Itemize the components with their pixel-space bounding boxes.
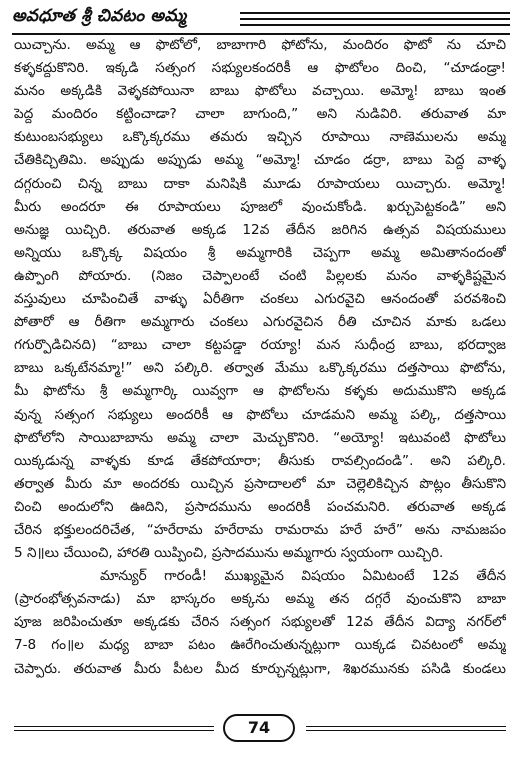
footer-rule <box>14 730 214 731</box>
text-line: తర్వాత మీరు మా అందరకు యిచ్చిన ప్రసాదాలలో మా చెల్లెలికిచ్చిన పొట్లం తీసుకొని <box>14 475 506 492</box>
text-line: బాబు ఒక్కటేనమ్మా!” అని పల్కిరి. తర్వాత మేము ఒక్కొక్కరము దత్తసాయి ఫొటోను, <box>14 360 506 377</box>
body-text <box>14 34 506 681</box>
text-line: (ప్రారంభోత్సవనాడు) మా భాస్కరం అక్కను అమ్మ తన దగ్గరే వుంచుకొని బాబా <box>14 591 506 608</box>
text-line: చించి అందులోని ఊదిని, ప్రసాదమును అందరికీ పంచమనిరి. తరువాత అక్కడ <box>14 498 506 515</box>
text-line: మాన్యుర్ గారండీ! ముఖ్యమైన విషయం ఏమిటంటే 12వ తేదీన <box>100 568 506 585</box>
header-rule <box>240 18 510 20</box>
text-line: చేతికిచ్చితిమి. అప్పుడు అప్పుడు అమ్మ “అమ్మో! చూడం డర్రా, బాబు పెద్ద వాళ్ళ <box>14 152 506 169</box>
text-line: చేరిన భక్తులందరిచేత, “హరేరామ హరేరామ రామరామ హరే హరే” అను నామజపం <box>14 521 506 538</box>
text-line: మీరు అందరూ ఈ రూపాయలు పూజలో వుంచుకోండి. ఖర్చుపెట్టకండి” అని <box>14 198 506 215</box>
footer-rule <box>14 726 214 727</box>
text-line: పూజ జరిపించుతూ అక్కడకు చేరిన సత్సంగ సభ్యులతో 12వ తేదీన విద్యా నగర్‌లో <box>14 614 506 631</box>
text-line: కళ్ళకద్దుకొనిరి. ఇక్కడి సత్సంగ సభ్యులకందరికీ ఆ ఫొటోలం దించి, “చూడండ్రా! <box>14 60 506 77</box>
text-line: యిక్కడున్న వాళ్ళకు కూడ తేకపోయారా; తీసుకు రావల్సిందండి”. అని పల్కిరి. <box>14 452 506 469</box>
text-line: ఉప్పొంగి పోయారు. (నిజం చెప్పాలంటే చంటి పిల్లలకు మనం వాళ్ళకిష్టమైన <box>14 267 506 284</box>
running-header <box>12 6 510 32</box>
text-line: చెప్పారు. తరువాత మీరు పీటల మీద కూర్చున్నట్లుగా, శిఖరమునకు పసిడి కుండలు <box>14 660 506 677</box>
header-rule <box>240 12 510 14</box>
text-line: వున్న సత్సంగ సభ్యులు అందరికీ ఆ ఫొటోలు చూడమని అమ్మ పల్కి, దత్తసాయి <box>14 406 506 423</box>
footer-rule <box>306 730 506 731</box>
page-footer <box>14 714 506 744</box>
text-line: పెద్ద మందిరం కట్టించాడా? చాలా బాగుంది,” అని నుడివిరి. తరువాత మా <box>14 106 506 123</box>
text-line: మీ ఫొటోను శ్రీ అమ్మగార్కి యివ్వగా ఆ ఫొటోలను కళ్ళకు అదుముకొని అక్కడ <box>14 383 506 400</box>
text-line: పోతారో ఆ రీతిగా అమ్మగారు చంకలు ఎగురవైచిన రీతి చూచిన మాకు ఒడలు <box>14 314 506 331</box>
text-line: కుటుంబసభ్యులు ఒక్కొక్కరము తమరు ఇచ్చిన రూపాయి నాణెములను అమ్మ <box>14 129 506 146</box>
text-line: అనుజ్ఞ యిచ్చిరి. తరువాత అక్కడ 12వ తేదీన జరిగిన ఉత్సవ విషయములు <box>14 221 506 238</box>
header-rule <box>240 24 510 26</box>
text-line: 7-8 గం॥ల మధ్య బాబా పటం ఊరేగించుతున్నట్లుగా యిక్కడ చివటంలో అమ్మ <box>14 637 506 654</box>
text-line: అన్నియు ఒక్కొక్క విషయం శ్రీ అమ్మగారికి చెప్పగా అమ్మ అమితానందంతో <box>14 244 506 261</box>
text-line: 5 ని॥లు చేయించి, హారతి యిప్పించి, ప్రసాదమును అమ్మగారు స్వయంగా యిచ్చిరి. <box>14 545 444 562</box>
text-line: యిచ్చాను. అమ్మ ఆ ఫొటోలో, బాబాగారి ఫోటోను, మందిరం ఫొటో ను చూచి <box>14 37 506 53</box>
header-title: అవధూత శ్రీ చివటం అమ్మ <box>12 6 187 26</box>
text-line: దగ్గరుంచి చిన్న బాబు దాకా మనిషికి మూడు రూపాయలు యిచ్చారు. అమ్మో! <box>14 175 506 192</box>
page-number: 74 <box>223 714 295 742</box>
text-line: గగుర్పొడిచినది) “బాబు చాలా కట్టపడ్డా రయ్యా! మన సుధీంద్ర బాబు, భరద్వాజ <box>14 337 506 354</box>
footer-rule <box>306 726 506 727</box>
text-line: ఫొటోలోని సాయిబాబాను అమ్మ చాలా మెచ్చుకొనిరి. “అయ్యో! ఇటువంటి ఫొటోలు <box>14 429 506 446</box>
text-line: మనం అక్కడికి వెళ్ళకపోయినా బాబు ఫొటోలు వచ్చాయి. అమ్మో! బాబు ఇంత <box>14 83 506 100</box>
text-line: వస్తువులు చూపించితే వాళ్ళు ఏరీతిగా చంకలు ఎగురవైచి ఆనందంతో పరవశించి <box>14 291 506 308</box>
